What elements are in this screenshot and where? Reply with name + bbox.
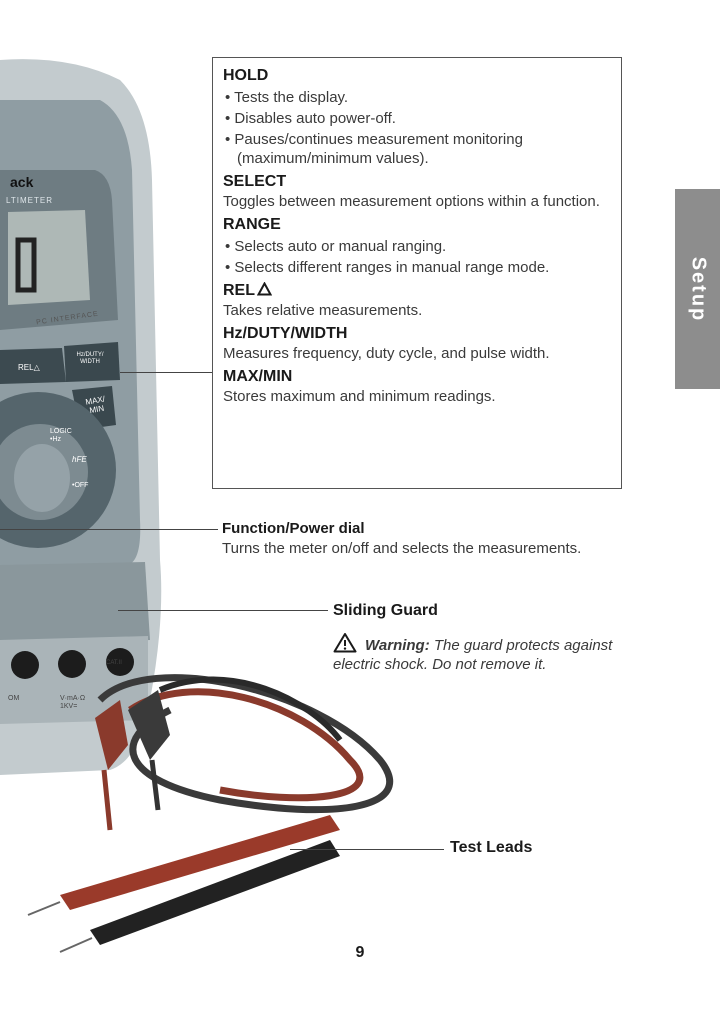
meter-maxmin-button-text: MAX/ MIN (84, 394, 106, 416)
hold-bullet: • Tests the display. (225, 89, 349, 106)
hold-bullet-text: Pauses/continues measurement monitoring (maximum/minimum values). (234, 131, 523, 167)
section-tab-setup (675, 189, 720, 389)
range-bullet-text: Selects different ranges in manual range mode. (234, 259, 550, 276)
meter-hfe-text: hFE (72, 455, 87, 464)
select-description: Toggles between measurement options within a function. (223, 193, 600, 210)
range-bullet: • Selects different ranges in manual range mode. (225, 259, 550, 276)
rel-heading-text: REL (223, 282, 255, 299)
hz-heading: Hz/DUTY/WIDTH (223, 325, 348, 342)
meter-model-text: LTIMETER (6, 196, 53, 205)
range-heading: RANGE (223, 216, 281, 233)
hold-heading: HOLD (223, 67, 269, 84)
hz-description: Measures frequency, duty cycle, and pulse width. (223, 345, 550, 362)
meter-cat-text: CAT.II (106, 660, 122, 666)
meter-com-text: OM (8, 695, 20, 702)
hold-bullet: • Disables auto power-off. (225, 110, 396, 127)
leader-line-guard (118, 610, 328, 611)
hold-bullet-text: Tests the display. (234, 89, 349, 106)
meter-off-text: •OFF (72, 482, 89, 489)
test-leads-caption (450, 839, 532, 857)
warning-label: Warning: (365, 637, 430, 654)
leader-line-leads (290, 849, 444, 850)
sliding-guard-caption (333, 602, 663, 674)
page-number: 9 (355, 944, 365, 961)
sliding-guard-heading: Sliding Guard (333, 602, 438, 619)
meter-pc-interface-text: PC INTERFACE (35, 310, 100, 327)
rel-description: Takes relative measurements. (223, 302, 423, 319)
rel-heading (223, 281, 611, 301)
meter-brand-text: ack (10, 174, 34, 190)
test-leads-heading: Test Leads (450, 839, 533, 856)
section-tab-label: Setup (687, 256, 709, 322)
warning-icon (333, 632, 357, 653)
select-heading: SELECT (223, 173, 287, 190)
warning-note (333, 632, 663, 674)
maxmin-heading: MAX/MIN (223, 368, 293, 385)
leader-line-dial (0, 529, 218, 530)
leader-line-buttons (120, 372, 212, 373)
meter-rel-button-text: REL△ (18, 363, 40, 372)
hold-bullet: • Pauses/continues measurement monitoring (maximum/minimum values). (225, 131, 523, 167)
meter-logic-text: LOGIC •Hz (50, 428, 72, 443)
meter-volt-text: V·mA·Ω 1KV= (60, 695, 86, 710)
warning-text: The guard protects against electric shock. Do not remove it. (333, 637, 613, 673)
function-dial-description: Turns the meter on/off and selects the measurements. (222, 540, 582, 557)
maxmin-description: Stores maximum and minimum readings. (223, 388, 496, 405)
range-bullet: • Selects auto or manual ranging. (225, 238, 447, 255)
button-callout-box (212, 57, 622, 489)
range-bullet-text: Selects auto or manual ranging. (234, 238, 447, 255)
function-dial-caption (222, 520, 581, 558)
meter-hz-button-text: Hz/DUTY/ WIDTH (76, 352, 104, 365)
function-dial-heading: Function/Power dial (222, 520, 365, 537)
delta-triangle-icon (257, 282, 272, 296)
hold-bullet-text: Disables auto power-off. (234, 110, 396, 127)
